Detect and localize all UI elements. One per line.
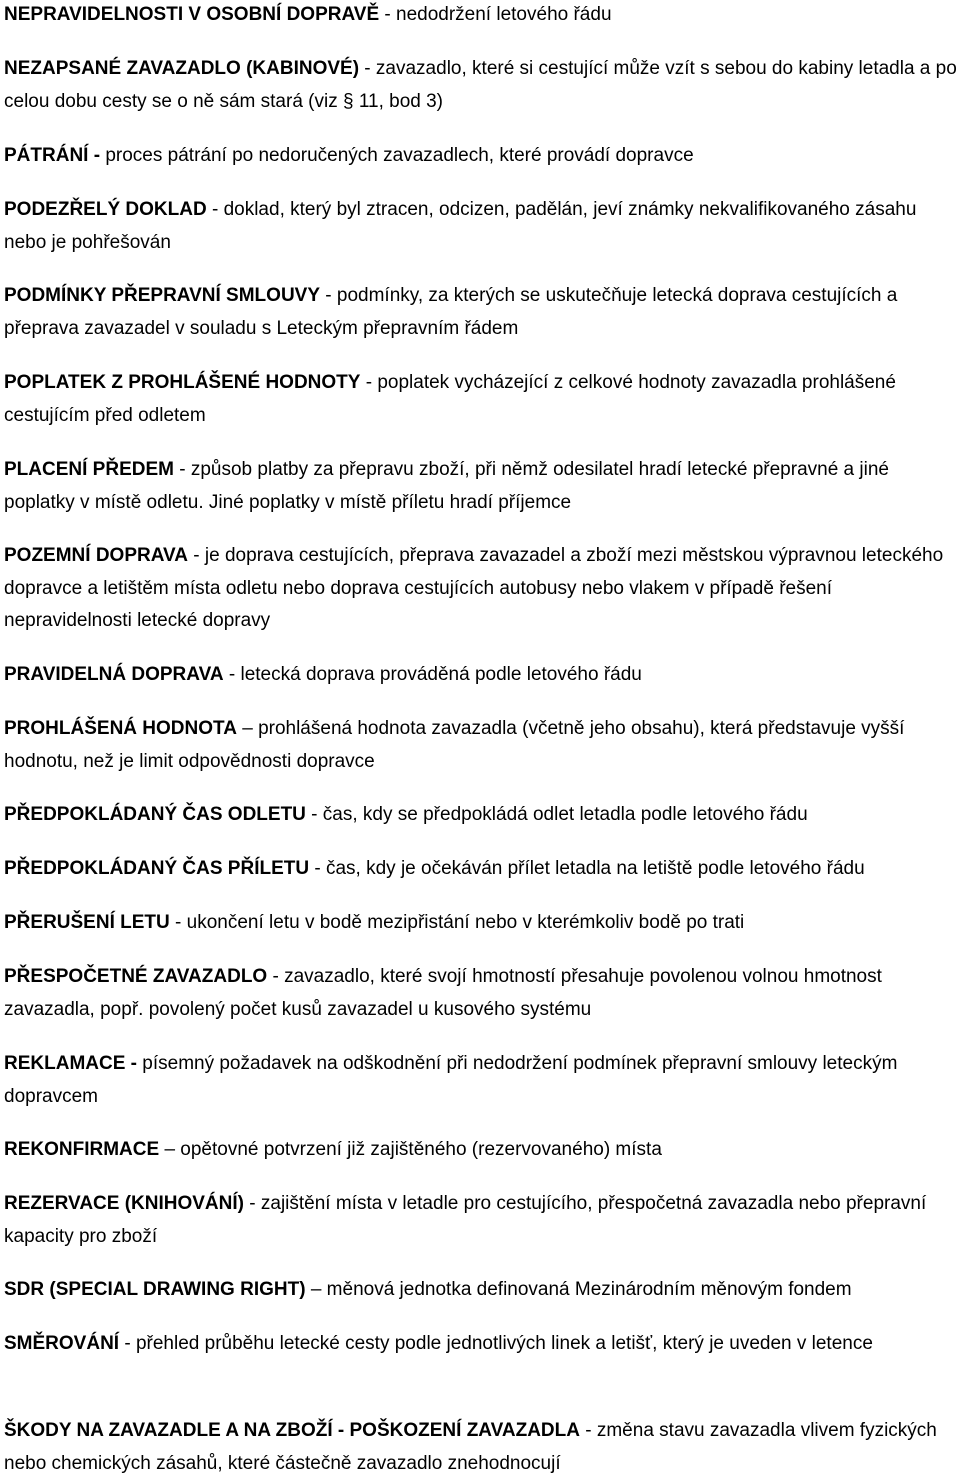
glossary-definition: nedodržení letového řádu xyxy=(396,4,612,25)
glossary-term: ŠKODY NA ZAVAZADLE A NA ZBOŽÍ - POŠKOZENÍ ZAVAZADLA xyxy=(4,1420,580,1441)
glossary-definition: zavazadlo, které si cestující může vzít s sebou do kabiny letadla a po celou dobu cesty se o ně sám stará (viz § 11, bod 3) xyxy=(4,58,957,112)
glossary-entry xyxy=(4,659,642,692)
glossary-definition: doklad, který byl ztracen, odcizen, padělán, jeví známky nekvalifikovaného zásahu nebo je pohřešován xyxy=(4,199,917,253)
glossary-entry xyxy=(4,140,694,173)
glossary-term: PLACENÍ PŘEDEM xyxy=(4,459,174,480)
term-separator: - xyxy=(206,199,224,220)
glossary-definition: opětovné potvrzení již zajištěného (rezervovaného) místa xyxy=(180,1139,662,1160)
term-separator: - xyxy=(579,1420,597,1441)
glossary-entry xyxy=(4,280,960,345)
glossary-definition: čas, kdy se předpokládá odlet letadla podle letového řádu xyxy=(322,804,808,825)
glossary-entry xyxy=(4,194,960,259)
glossary-term: NEZAPSANÉ ZAVAZADLO (KABINOVÉ) xyxy=(4,58,360,79)
term-separator: – xyxy=(305,1279,327,1300)
glossary-entry xyxy=(4,961,960,1026)
glossary-definition: změna stavu zavazadla vlivem fyzických nebo chemických zásahů, které částečně zavazadlo znehodnocují xyxy=(4,1420,937,1474)
glossary-term: PŘEDPOKLÁDANÝ ČAS ODLETU xyxy=(4,804,306,825)
glossary-term: NEPRAVIDELNOSTI V OSOBNÍ DOPRAVĚ xyxy=(4,4,380,25)
glossary-term: PŘERUŠENÍ LETU xyxy=(4,912,170,933)
glossary-entry xyxy=(4,1188,960,1253)
glossary-definition: je doprava cestujících, přeprava zavazadel a zboží mezi městskou výpravnou leteckého dopravce a letištěm místa odletu nebo doprava cestujících autobusy nebo vlakem v případě řešení nepravidelnosti letecké dopravy xyxy=(4,545,944,631)
glossary-entry xyxy=(4,367,960,432)
glossary-entry xyxy=(4,0,612,32)
glossary-definition: zajištění místa v letadle pro cestujícího, přespočetná zavazadla nebo přepravní kapacity pro zboží xyxy=(4,1193,927,1247)
glossary-definition: zavazadlo, které svojí hmotností přesahuje povolenou volnou hmotnost zavazadla, popř. povolený počet kusů zavazadel u kusového systému xyxy=(4,966,882,1020)
glossary-definition: ukončení letu v bodě mezipřistání nebo v kterémkoliv bodě po trati xyxy=(186,912,745,933)
term-separator: - xyxy=(169,912,187,933)
glossary-entry xyxy=(4,713,960,778)
term-separator: - xyxy=(119,1333,136,1354)
term-separator: - xyxy=(267,966,285,987)
glossary-entry xyxy=(4,907,744,940)
glossary-definition: čas, kdy je očekáván přílet letadla na letiště podle letového řádu xyxy=(325,858,865,879)
glossary-entry xyxy=(4,540,960,638)
glossary-definition: prohlášená hodnota zavazadla (včetně jeho obsahu), která představuje vyšší hodnotu, než je limit odpovědnosti dopravce xyxy=(4,718,905,772)
term-separator: - xyxy=(173,459,191,480)
glossary-term: POPLATEK Z PROHLÁŠENÉ HODNOTY xyxy=(4,372,361,393)
term-separator: - xyxy=(243,1193,261,1214)
glossary-term: PODEZŘELÝ DOKLAD xyxy=(4,199,207,220)
glossary-definition: podmínky, za kterých se uskutečňuje letecká doprava cestujících a přeprava zavazadel v souladu s Leteckým přepravním řádem xyxy=(4,285,898,339)
term-separator: - xyxy=(360,372,378,393)
glossary-term: REKLAMACE - xyxy=(4,1053,137,1074)
term-separator: – xyxy=(159,1139,181,1160)
term-separator: - xyxy=(320,285,337,306)
glossary-entry xyxy=(4,1415,960,1480)
glossary-entry xyxy=(4,799,808,832)
glossary-definition: přehled průběhu letecké cesty podle jednotlivých linek a letišť, který je uveden v letence xyxy=(135,1333,873,1354)
glossary-term: SDR (SPECIAL DRAWING RIGHT) xyxy=(4,1279,306,1300)
glossary-term: SMĚROVÁNÍ xyxy=(4,1333,120,1354)
term-separator: - xyxy=(305,804,323,825)
glossary-definition: poplatek vycházející z celkové hodnoty zavazadla prohlášené cestujícím před odletem xyxy=(4,372,896,426)
glossary-definition: měnová jednotka definovaná Mezinárodním měnovým fondem xyxy=(326,1279,852,1300)
glossary-term: PŘESPOČETNÉ ZAVAZADLO xyxy=(4,966,268,987)
glossary-term: PROHLÁŠENÁ HODNOTA xyxy=(4,718,237,739)
glossary-definition: způsob platby za přepravu zboží, při němž odesilatel hradí letecké přepravné a jiné poplatky v místě odletu. Jiné poplatky v místě příletu hradí příjemce xyxy=(4,459,889,513)
term-separator: - xyxy=(309,858,326,879)
glossary-entry xyxy=(4,1134,662,1167)
glossary-term: PŘEDPOKLÁDANÝ ČAS PŘÍLETU xyxy=(4,858,310,879)
glossary-entry xyxy=(4,53,960,118)
glossary-entry xyxy=(4,1048,960,1113)
glossary-term: REKONFIRMACE xyxy=(4,1139,160,1160)
term-separator: – xyxy=(236,718,259,739)
glossary-entry xyxy=(4,853,865,886)
glossary-entry xyxy=(4,1328,873,1361)
glossary-term: PODMÍNKY PŘEPRAVNÍ SMLOUVY xyxy=(4,285,321,306)
term-separator: - xyxy=(188,545,205,566)
glossary-term: PÁTRÁNÍ - xyxy=(4,145,101,166)
glossary-definition: letecká doprava prováděná podle letového řádu xyxy=(240,664,642,685)
term-separator: - xyxy=(359,58,376,79)
glossary-definition: písemný požadavek na odškodnění při nedodržení podmínek přepravní smlouvy leteckým dopravcem xyxy=(4,1053,898,1107)
term-separator: - xyxy=(223,664,241,685)
glossary-entry xyxy=(4,454,960,519)
glossary-term: POZEMNÍ DOPRAVA xyxy=(4,545,189,566)
glossary-entry xyxy=(4,1274,852,1307)
glossary-term: PRAVIDELNÁ DOPRAVA xyxy=(4,664,224,685)
term-separator: - xyxy=(379,4,397,25)
glossary-term: REZERVACE (KNIHOVÁNÍ) xyxy=(4,1193,244,1214)
glossary-definition: proces pátrání po nedoručených zavazadlech, které provádí dopravce xyxy=(105,145,694,166)
